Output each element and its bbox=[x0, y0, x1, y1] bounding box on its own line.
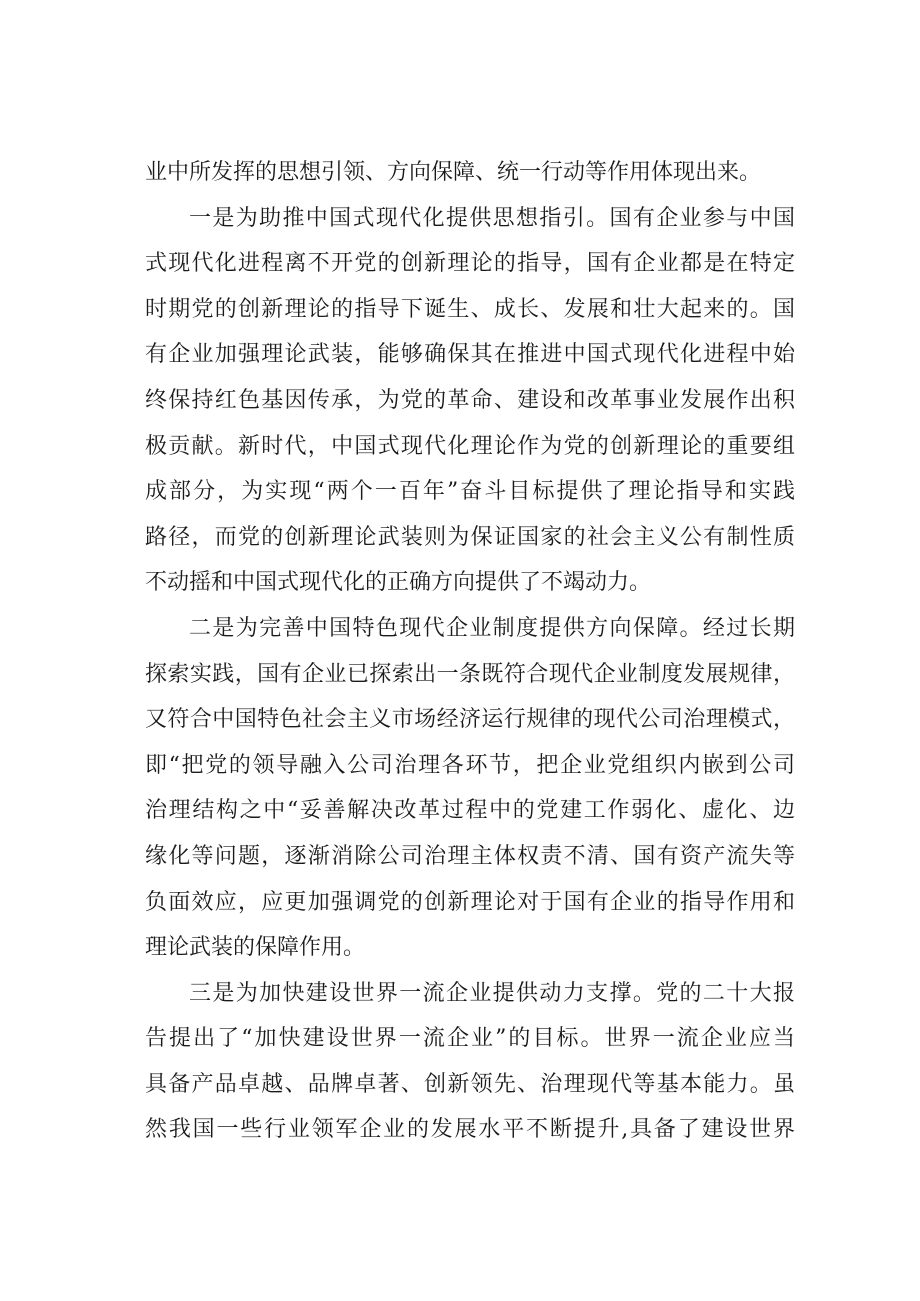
paragraph-3-heading-line: 三是为加快建设世界一流企业提供动力支撑。党的二十大报 bbox=[189, 980, 795, 1006]
text-line: 缘化等问题，逐渐消除公司治理主体权责不清、国有资产流失等 bbox=[145, 843, 795, 869]
body-text bbox=[145, 150, 795, 1153]
text-line: 终保持红色基因传承，为党的革命、建设和改革事业发展作出积 bbox=[145, 387, 795, 413]
text-line: 时期党的创新理论的指导下诞生、成长、发展和壮大起来的。国 bbox=[145, 296, 795, 322]
text-line: 负面效应，应更加强调党的创新理论对于国有企业的指导作用和 bbox=[145, 889, 795, 915]
text-line: 又符合中国特色社会主义市场经济运行规律的现代公司治理模式， bbox=[145, 707, 795, 733]
text-line: 即“把党的领导融入公司治理各环节，把企业党组织内嵌到公司 bbox=[145, 752, 795, 778]
text-line: 业中所发挥的思想引领、方向保障、统一行动等作用体现出来。 bbox=[145, 160, 762, 185]
text-line: 具备产品卓越、品牌卓著、创新领先、治理现代等基本能力。虽 bbox=[145, 1071, 795, 1097]
text-line: 然我国一些行业领军企业的发展水平不断提升,具备了建设世界 bbox=[145, 1117, 795, 1143]
text-line: 路径，而党的创新理论武装则为保证国家的社会主义公有制性质 bbox=[145, 524, 795, 550]
text-line: 告提出了“加快建设世界一流企业”的目标。世界一流企业应当 bbox=[145, 1026, 795, 1052]
text-line: 治理结构之中“妥善解决改革过程中的党建工作弱化、虚化、边 bbox=[145, 798, 795, 824]
text-line: 成部分，为实现“两个一百年”奋斗目标提供了理论指导和实践 bbox=[145, 479, 795, 505]
paragraph-2-heading-line: 二是为完善中国特色现代企业制度提供方向保障。经过长期 bbox=[189, 615, 795, 641]
text-line: 极贡献。新时代，中国式现代化理论作为党的创新理论的重要组 bbox=[145, 433, 795, 459]
text-line: 有企业加强理论武装，能够确保其在推进中国式现代化进程中始 bbox=[145, 342, 795, 368]
text-line: 式现代化进程离不开党的创新理论的指导，国有企业都是在特定 bbox=[145, 251, 795, 277]
paragraph-1-heading-line: 一是为助推中国式现代化提供思想指引。国有企业参与中国 bbox=[189, 205, 795, 231]
text-line: 不动摇和中国式现代化的正确方向提供了不竭动力。 bbox=[145, 570, 652, 596]
text-line: 探索实践，国有企业已探索出一条既符合现代企业制度发展规律， bbox=[145, 661, 795, 687]
text-line: 理论武装的保障作用。 bbox=[145, 935, 366, 961]
